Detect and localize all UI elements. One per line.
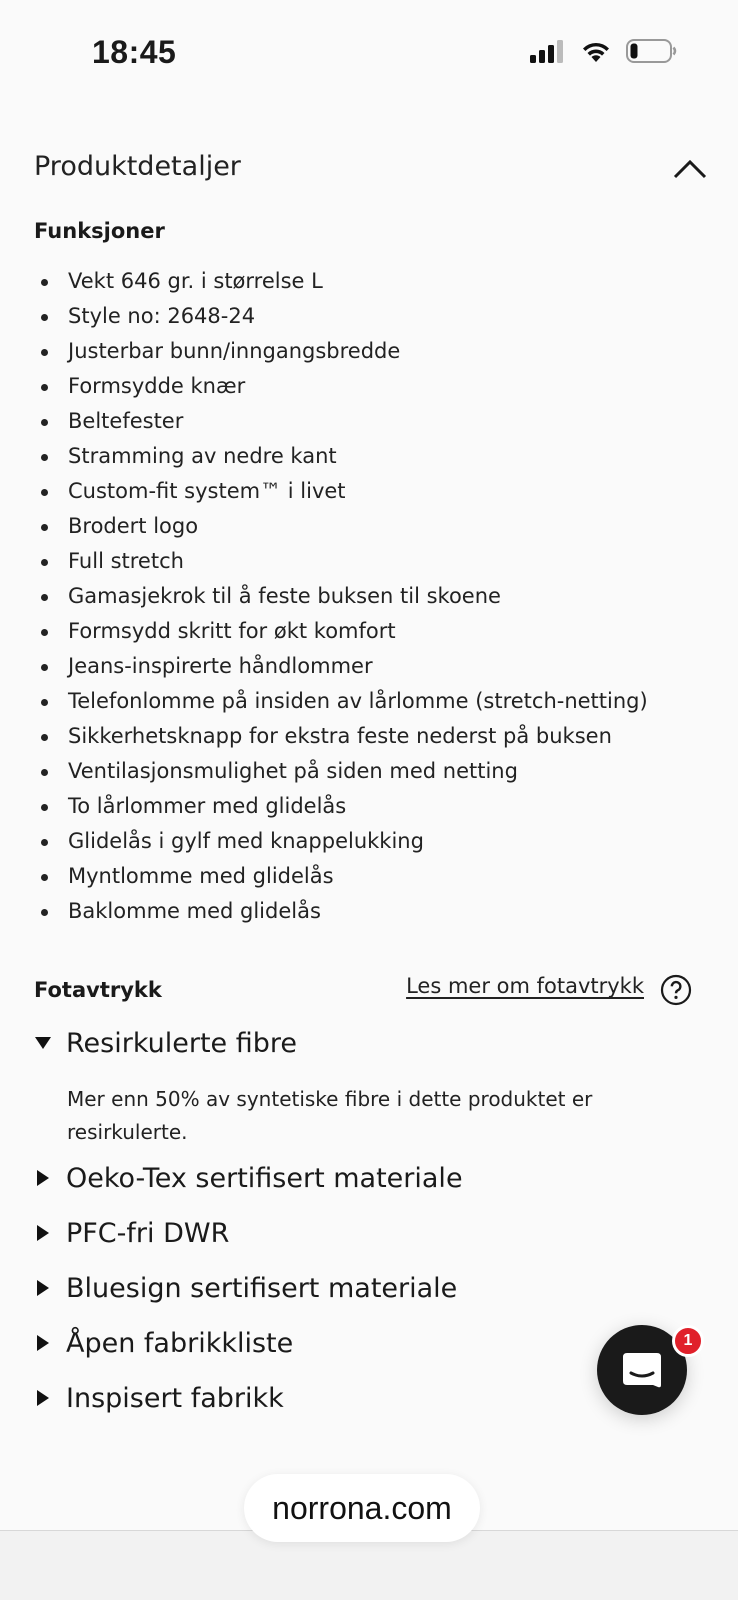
feature-item: Myntlomme med glidelås bbox=[34, 859, 714, 894]
footprint-section-body: Mer enn 50% av syntetiske fibre i dette produktet er resirkulerte. bbox=[67, 1087, 593, 1144]
footprint-read-more-link[interactable]: Les mer om fotavtrykk bbox=[406, 974, 644, 998]
feature-item: Telefonlomme på insiden av lårlomme (stretch-netting) bbox=[34, 684, 714, 719]
footprint-section-label: Oeko-Tex sertifisert materiale bbox=[66, 1162, 463, 1194]
feature-item: Vekt 646 gr. i størrelse L bbox=[34, 264, 714, 299]
footprint-section bbox=[34, 1213, 714, 1253]
feature-item: Beltefester bbox=[34, 404, 714, 439]
feature-item: Style no: 2648-24 bbox=[34, 299, 714, 334]
product-details-title: Produktdetaljer bbox=[34, 151, 241, 182]
features-heading: Funksjoner bbox=[34, 219, 165, 243]
feature-item: Ventilasjonsmulighet på siden med netting bbox=[34, 754, 714, 789]
triangle-right-icon bbox=[34, 1223, 66, 1243]
status-bar bbox=[0, 0, 738, 110]
feature-item: Sikkerhetsknapp for ekstra feste nederst på buksen bbox=[34, 719, 714, 754]
status-icons bbox=[530, 38, 678, 64]
feature-item: To lårlommer med glidelås bbox=[34, 789, 714, 824]
feature-item: Stramming av nedre kant bbox=[34, 439, 714, 474]
browser-url-pill[interactable]: norrona.com bbox=[244, 1474, 480, 1542]
feature-item: Full stretch bbox=[34, 544, 714, 579]
triangle-right-icon bbox=[34, 1333, 66, 1353]
feature-item: Glidelås i gylf med knappelukking bbox=[34, 824, 714, 859]
chevron-up-icon[interactable] bbox=[670, 149, 710, 189]
footprint-section bbox=[34, 1023, 714, 1149]
footprint-section-label: Bluesign sertifisert materiale bbox=[66, 1272, 458, 1304]
question-circle-icon[interactable] bbox=[660, 974, 692, 1006]
footprint-section-label: PFC-fri DWR bbox=[66, 1217, 230, 1249]
footprint-section bbox=[34, 1158, 714, 1198]
footprint-section-label: Åpen fabrikkliste bbox=[66, 1327, 294, 1359]
feature-item: Brodert logo bbox=[34, 509, 714, 544]
feature-item: Jeans-inspirerte håndlommer bbox=[34, 649, 714, 684]
footprint-section-toggle[interactable] bbox=[34, 1023, 714, 1063]
feature-item: Justerbar bunn/inngangsbredde bbox=[34, 334, 714, 369]
feature-item: Formsydd skritt for økt komfort bbox=[34, 614, 714, 649]
footprint-section-label: Inspisert fabrikk bbox=[66, 1382, 284, 1414]
feature-item: Gamasjekrok til å feste buksen til skoene bbox=[34, 579, 714, 614]
footprint-section-toggle[interactable] bbox=[34, 1213, 714, 1253]
footprint-section bbox=[34, 1268, 714, 1308]
battery-low-icon bbox=[626, 38, 678, 64]
feature-item: Formsydde knær bbox=[34, 369, 714, 404]
footprint-row bbox=[34, 974, 704, 1014]
footprint-heading: Fotavtrykk bbox=[34, 978, 162, 1002]
triangle-right-icon bbox=[34, 1278, 66, 1298]
chat-notification-badge: 1 bbox=[672, 1325, 704, 1357]
triangle-right-icon bbox=[34, 1168, 66, 1188]
footprint-section-toggle[interactable] bbox=[34, 1158, 714, 1198]
product-details-header[interactable] bbox=[34, 145, 714, 189]
footprint-section-toggle[interactable] bbox=[34, 1268, 714, 1308]
triangle-down-icon bbox=[34, 1033, 66, 1053]
feature-item: Baklomme med glidelås bbox=[34, 894, 714, 929]
wifi-icon bbox=[580, 39, 612, 63]
cellular-signal-icon bbox=[530, 39, 566, 63]
triangle-right-icon bbox=[34, 1388, 66, 1408]
status-time: 18:45 bbox=[92, 34, 177, 70]
feature-item: Custom-fit system™ i livet bbox=[34, 474, 714, 509]
footprint-section-label: Resirkulerte fibre bbox=[66, 1027, 298, 1059]
features-list bbox=[34, 264, 714, 929]
